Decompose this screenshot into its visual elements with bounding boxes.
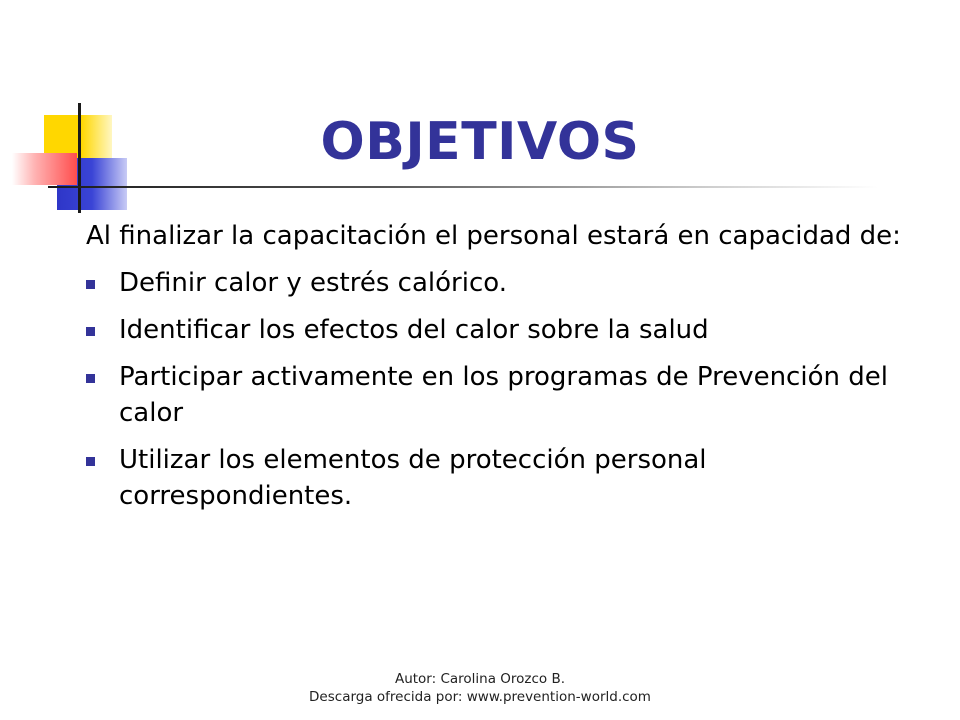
list-item bbox=[86, 442, 906, 514]
intro-text: Al finalizar la capacitación el personal estará en capacidad de: bbox=[86, 221, 901, 251]
title-underline bbox=[48, 186, 878, 188]
list-item bbox=[86, 312, 906, 348]
list-item bbox=[86, 359, 906, 431]
list-item-text: Definir calor y estrés calórico. bbox=[119, 268, 507, 298]
footer-download: Descarga ofrecida por: www.prevention-world.com bbox=[309, 689, 651, 705]
list-item bbox=[86, 265, 906, 301]
footer-author: Autor: Carolina Orozco B. bbox=[394, 671, 566, 687]
list-item-text: Utilizar los elementos de protección personal correspondientes. bbox=[119, 445, 707, 511]
square-bullet-icon bbox=[86, 280, 95, 289]
slide-title: OBJETIVOS bbox=[320, 112, 640, 172]
list-item-text: Participar activamente en los programas de Prevención del calor bbox=[119, 362, 888, 428]
footer bbox=[0, 670, 960, 706]
square-bullet-icon bbox=[86, 457, 95, 466]
slide-body bbox=[86, 218, 906, 525]
square-bullet-icon bbox=[86, 327, 95, 336]
objectives-list bbox=[86, 265, 906, 514]
list-item-text: Identificar los efectos del calor sobre la salud bbox=[119, 315, 709, 345]
square-bullet-icon bbox=[86, 374, 95, 383]
